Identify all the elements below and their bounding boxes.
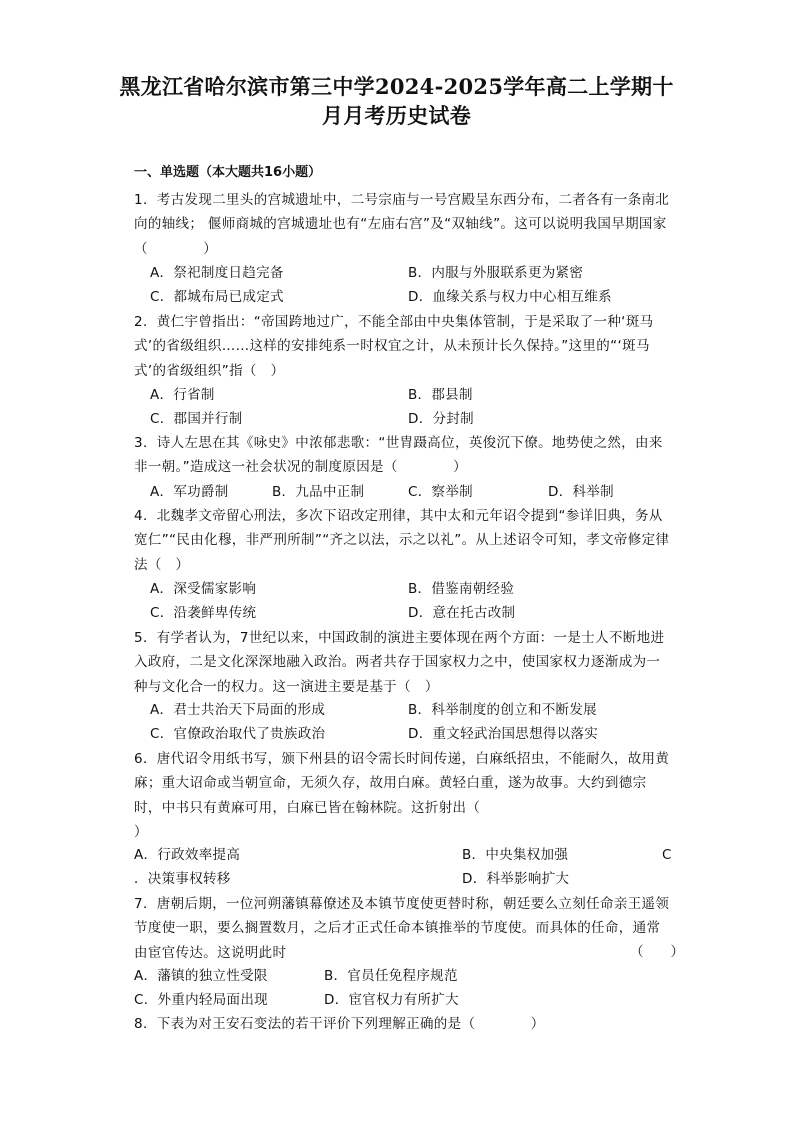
question-7-stem: 7．唐朝后期，一位河朔藩镇幕僚述及本镇节度使更替时称，朝廷要么立刻任命亲王遥领节度使一职，要么搁置数月，之后才正式任命本镇推举的节度使。而具体的任命，通常由宦官传达。这说明此时 — [134, 896, 670, 961]
question-8-stem: 8．下表为对王安石变法的若干评价下列理解正确的是（ ） — [134, 1016, 545, 1032]
option-a[interactable]: A．祭祀制度日趋完备 — [150, 265, 284, 281]
question-6-stem: 6．唐代诏令用纸书写，颁下州县的诏令需长时间传递，白麻纸招虫，不能耐久，故用黄麻；重大诏命或当朝宣命，无须久存，故用白麻。黄轻白重，遂为故事。大约到德宗时，中书只有黄麻可用，白麻已皆在翰林院。这折射出（ — [134, 751, 670, 816]
question-5 — [134, 626, 674, 699]
exam-title — [60, 72, 733, 130]
option-d[interactable]: D．宦官权力有所扩大 — [324, 992, 459, 1008]
option-a[interactable]: A．军功爵制 — [150, 484, 229, 500]
option-a[interactable]: A．行政效率提高 — [134, 847, 241, 863]
option-c[interactable]: C．外重内轻局面出现 — [134, 992, 268, 1008]
option-d[interactable]: D．意在托古改制 — [408, 605, 516, 621]
question-3 — [134, 431, 674, 480]
option-c-label[interactable]: C — [662, 847, 672, 863]
option-b[interactable]: B．九品中正制 — [272, 484, 365, 500]
question-7 — [134, 892, 674, 965]
option-c[interactable]: C．郡国并行制 — [150, 411, 243, 427]
question-8 — [134, 1012, 674, 1036]
question-7-answer-paren: （ ） — [630, 944, 684, 960]
option-a[interactable]: A．深受儒家影响 — [150, 581, 257, 597]
option-b[interactable]: B．郡县制 — [408, 387, 473, 403]
question-6 — [134, 747, 674, 844]
option-d[interactable]: D．分封制 — [408, 411, 474, 427]
question-6-stem-tail: ） — [134, 823, 148, 840]
title-line-1: 黑龙江省哈尔滨市第三中学2024-2025学年高二上学期十 — [119, 74, 674, 99]
question-4-stem: 4．北魏孝文帝留心刑法，多次下诏改定刑律，其中太和元年诏令提到“参详旧典，务从宽仁”“民由化穆，非严刑所制”“齐之以法，示之以礼”。从上述诏令可知，孝文帝修定律法（ ） — [134, 508, 670, 573]
section-heading: 一、单选题（本大题共16小题） — [134, 165, 322, 180]
option-c[interactable]: ．决策事权转移 — [134, 871, 231, 887]
option-b[interactable]: B．中央集权加强 — [462, 847, 569, 863]
option-d[interactable]: D．科举影响扩大 — [462, 871, 570, 887]
option-d[interactable]: D．血缘关系与权力中心相互维系 — [408, 289, 612, 305]
option-b[interactable]: B．借鉴南朝经验 — [408, 581, 515, 597]
option-c[interactable]: C．官僚政治取代了贵族政治 — [150, 726, 326, 742]
option-a[interactable]: A．行省制 — [150, 387, 215, 403]
question-2-stem: 2．黄仁宇曾指出：“帝国跨地过广，不能全部由中央集体管制，于是采取了一种‘斑马式’的省级组织……这样的安排纯系一时权宜之计，从未预计长久保持。”这里的“‘斑马式’的省级组织”指（ ） — [134, 314, 654, 379]
question-2 — [134, 310, 674, 383]
option-b[interactable]: B．官员任免程序规范 — [324, 968, 458, 984]
option-d[interactable]: D．科举制 — [548, 484, 614, 500]
title-line-2: 月月考历史试卷 — [321, 103, 472, 128]
question-1 — [134, 188, 674, 261]
option-c[interactable]: C．察举制 — [408, 484, 473, 500]
option-c[interactable]: C．沿袭鲜卑传统 — [150, 605, 257, 621]
option-b[interactable]: B．科举制度的创立和不断发展 — [408, 702, 597, 718]
option-d[interactable]: D．重文轻武治国思想得以落实 — [408, 726, 599, 742]
option-c[interactable]: C．都城布局已成定式 — [150, 289, 284, 305]
question-1-stem: 1．考古发现二里头的宫城遗址中，二号宗庙与一号宫殿呈东西分布，二者各有一条南北向的轴线； 偃师商城的宫城遗址也有“左庙右宫”及“双轴线”。这可以说明我国早期国家（ ） — [134, 192, 670, 257]
question-4 — [134, 504, 674, 577]
option-a[interactable]: A．君士共治天下局面的形成 — [150, 702, 326, 718]
question-5-stem: 5．有学者认为，7世纪以来，中国政制的演进主要体现在两个方面：一是士人不断地进入政府，二是文化深深地融入政治。两者共存于国家权力之中，使国家权力逐渐成为一种与文化合一的权力。这一演进主要是基于（ ） — [134, 630, 665, 695]
option-b[interactable]: B．内服与外服联系更为紧密 — [408, 265, 584, 281]
option-a[interactable]: A．藩镇的独立性受限 — [134, 968, 268, 984]
question-3-stem: 3．诗人左思在其《咏史》中浓郁悲歌：“世胄蹑高位，英俊沉下僚。地势使之然，由来非一朝。”造成这一社会状况的制度原因是（ ） — [134, 435, 663, 476]
